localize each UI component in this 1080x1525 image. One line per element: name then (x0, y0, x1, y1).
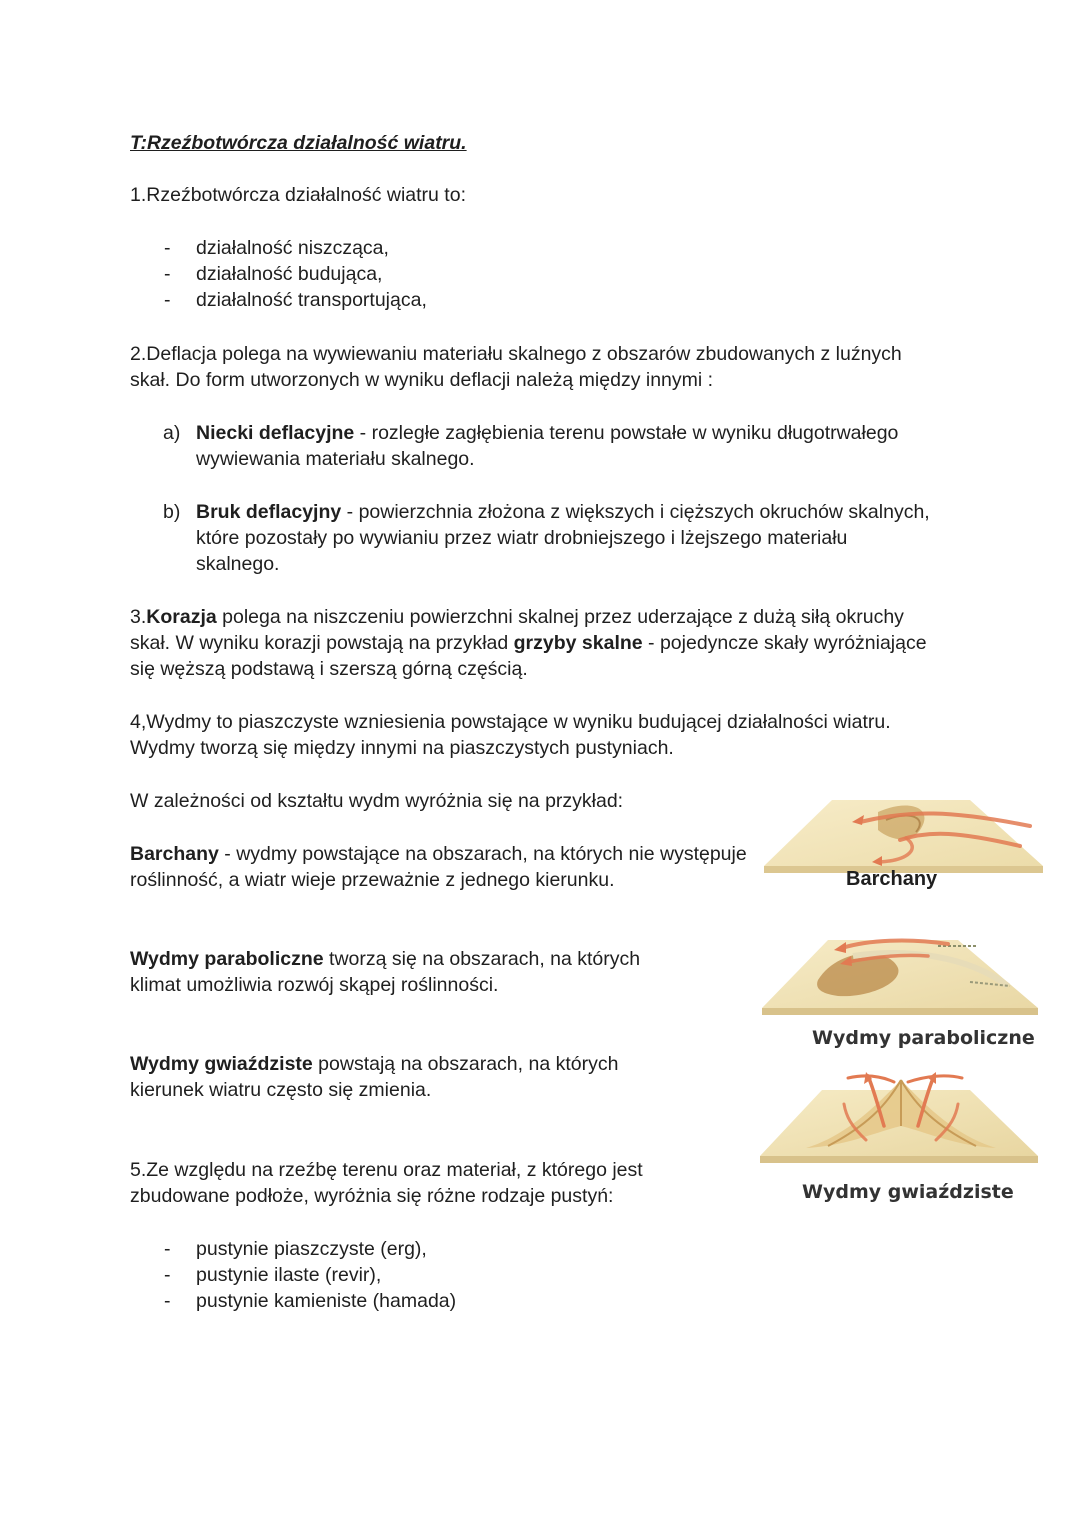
list-item: pustynie kamieniste (hamada) (196, 1290, 457, 1312)
list-marker-b: b) (163, 501, 181, 523)
list-item: pustynie ilaste (revir), (196, 1264, 382, 1286)
definition-text: kierunek wiatru często się zmienia. (130, 1079, 432, 1101)
definition-text: wywiewania materiału skalnego. (196, 448, 475, 470)
bullet-dash: - (164, 237, 171, 259)
term-wydmy-paraboliczne: Wydmy paraboliczne (130, 948, 324, 970)
bullet-dash: - (164, 263, 171, 285)
definition-text: tworzą się na obszarach, na których (323, 948, 641, 970)
definition-text: - wydmy powstające na obszarach, na których nie występuje (218, 843, 747, 865)
definition-text: klimat umożliwia rozwój skąpej roślinności. (130, 974, 499, 996)
section-2-line: 2.Deflacja polega na wywiewaniu materiału skalnego z obszarów zbudowanych z luźnych (130, 343, 902, 365)
term-bruk-deflacyjny: Bruk deflacyjny (196, 501, 342, 523)
star-dune-illustration (756, 1066, 1040, 1166)
definition-text: skalnego. (196, 553, 280, 575)
definition-text: powstają na obszarach, na których (312, 1053, 619, 1075)
definition-text: roślinność, a wiatr wieje przeważnie z jednego kierunku. (130, 869, 615, 891)
section-text: skał. W wyniku korazji powstają na przykład (130, 632, 514, 654)
figure-caption-wydmy-paraboliczne: Wydmy paraboliczne (812, 1027, 1035, 1049)
term-grzyby-skalne: grzyby skalne (513, 632, 643, 654)
definition-text: - rozległe zagłębienia terenu powstałe w wyniku długotrwałego (354, 422, 899, 444)
definition-text: - powierzchnia złożona z większych i cięższych okruchów skalnych, (341, 501, 930, 523)
section-3-line (130, 630, 927, 657)
section-2-line: skał. Do form utworzonych w wyniku deflacji należą między innymi : (130, 369, 714, 391)
section-4-line: 4,Wydmy to piaszczyste wzniesienia powstające w wyniku budującej działalności wiatru. (130, 711, 891, 733)
document-title: T:Rzeźbotwórcza działalność wiatru. (130, 132, 467, 154)
term-korazja: Korazja (146, 606, 217, 628)
bullet-dash: - (164, 289, 171, 311)
term-wydmy-gwiazdziste: Wydmy gwiaździste (130, 1053, 313, 1075)
paraboliczne-line (130, 946, 640, 973)
barchan-dune-illustration (760, 790, 1045, 875)
section-3-line: się węższą podstawą i szerszą górną częścią. (130, 658, 528, 680)
section-text: polega na niszczeniu powierzchni skalnej przez uderzające z dużą siłą okruchy (216, 606, 904, 628)
list-marker-a: a) (163, 422, 181, 444)
section-1-heading: 1.Rzeźbotwórcza działalność wiatru to: (130, 184, 466, 206)
parabolic-dune-illustration (758, 928, 1040, 1018)
section-number: 3. (130, 606, 147, 628)
list-item: pustynie piaszczyste (erg), (196, 1238, 427, 1260)
list-item: działalność transportująca, (196, 289, 427, 311)
bullet-dash: - (164, 1264, 171, 1286)
section-text: - pojedyncze skały wyróżniające (642, 632, 927, 654)
section-3-line (130, 604, 904, 631)
bullet-dash: - (164, 1238, 171, 1260)
bruk-deflacyjny-line (196, 499, 930, 526)
figure-caption-barchany: Barchany (846, 868, 938, 890)
niecki-deflacyjne-line (196, 420, 898, 447)
term-barchany: Barchany (130, 843, 219, 865)
list-item: działalność niszcząca, (196, 237, 389, 259)
figure-caption-wydmy-gwiazdziste: Wydmy gwiaździste (802, 1181, 1014, 1203)
section-5-line: 5.Ze względu na rzeźbę terenu oraz materiał, z którego jest (130, 1159, 643, 1181)
section-4-line: Wydmy tworzą się między innymi na piaszczystych pustyniach. (130, 737, 674, 759)
list-item: działalność budująca, (196, 263, 383, 285)
definition-text: które pozostały po wywianiu przez wiatr drobniejszego i lżejszego materiału (196, 527, 848, 549)
bullet-dash: - (164, 1290, 171, 1312)
term-niecki-deflacyjne: Niecki deflacyjne (196, 422, 355, 444)
barchany-line (130, 841, 747, 868)
section-5-line: zbudowane podłoże, wyróżnia się różne rodzaje pustyń: (130, 1185, 614, 1207)
dunes-intro: W zależności od kształtu wydm wyróżnia się na przykład: (130, 790, 624, 812)
gwiazdziste-line (130, 1051, 618, 1078)
